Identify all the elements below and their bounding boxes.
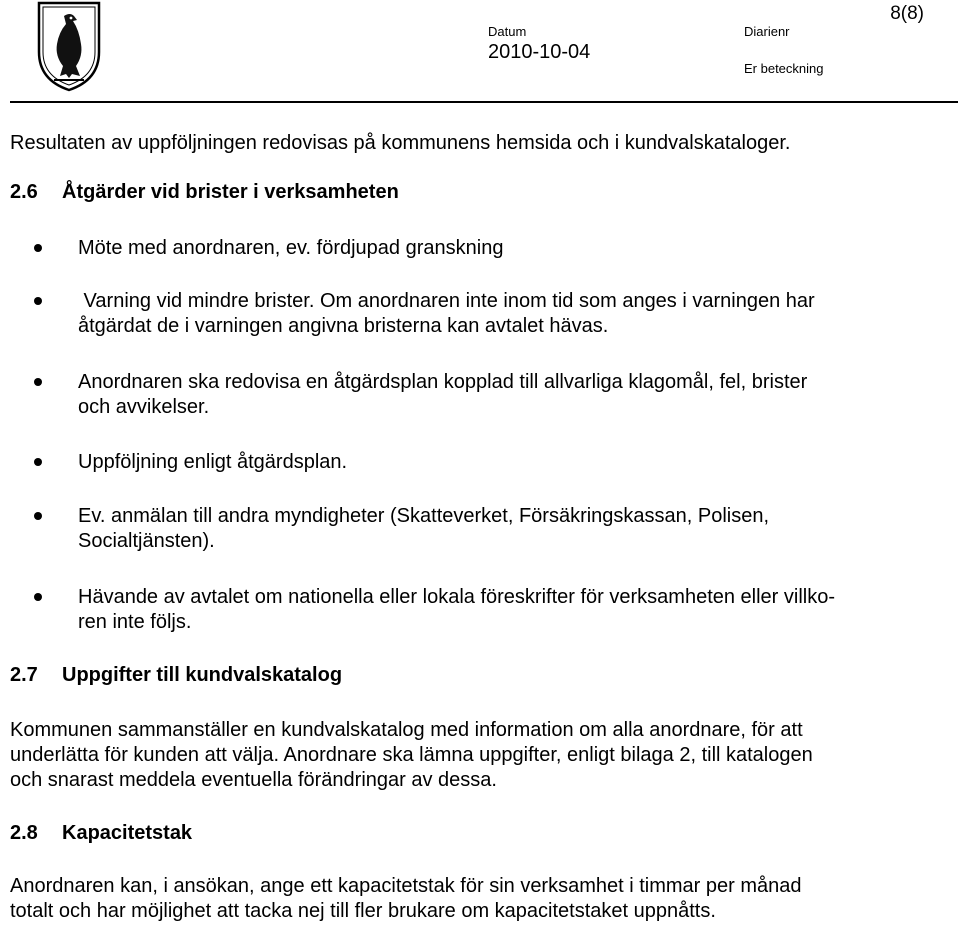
bullet-line: åtgärdat de i varningen angivna bristerna kan avtalet hävas. [78,315,609,337]
bullet-item-3 [78,370,807,420]
paragraph-line: Kommunen sammanställer en kundvalskatalog med information om alla anordnare, för att [10,719,803,741]
bullet-dot [34,378,42,386]
bullet-line: och avvikelser. [78,396,210,418]
bullet-item-5 [78,504,769,554]
diarienr-label: Diarienr [744,24,790,39]
intro-paragraph: Resultaten av uppföljningen redovisas på kommunens hemsida och i kundvalskataloger. [10,132,791,154]
section-number: 2.7 [10,664,38,686]
header-divider [10,101,958,103]
section-heading-2-6 [10,181,399,204]
section-title: Åtgärder vid brister i verksamheten [62,181,399,203]
section-heading-2-7 [10,664,342,687]
bullet-line: Möte med anordnaren, ev. fördjupad granskning [78,237,504,259]
datum-value: 2010-10-04 [488,41,591,63]
bullet-item-2 [78,289,815,339]
section-title: Uppgifter till kundvalskatalog [62,664,343,686]
bullet-dot [34,593,42,601]
bullet-line: ren inte följs. [78,611,192,633]
section-title: Kapacitetstak [62,822,193,844]
bullet-line: Hävande av avtalet om nationella eller lokala föreskrifter för verksamheten eller villko- [78,586,836,608]
bullet-line: Anordnaren ska redovisa en åtgärdsplan kopplad till allvarliga klagomål, fel, brister [78,371,808,393]
bullet-dot [34,458,42,466]
bullet-dot [34,297,42,305]
page-number: 8(8) [890,3,924,24]
section-2-7-paragraph [10,718,813,793]
bullet-dot [34,244,42,252]
section-number: 2.8 [10,822,38,844]
paragraph-line: Anordnaren kan, i ansökan, ange ett kapacitetstak för sin verksamhet i timmar per månad [10,875,802,897]
bullet-item-6 [78,585,835,635]
datum-label: Datum [488,24,527,39]
paragraph-line: totalt och har möjlighet att tacka nej till fler brukare om kapacitetstaket uppnåtts. [10,900,716,922]
er-beteckning-label: Er beteckning [744,61,824,76]
paragraph-line: och snarast meddela eventuella förändringar av dessa. [10,769,497,791]
bullet-line: Uppföljning enligt åtgärdsplan. [78,451,348,473]
bullet-item-4 [78,450,347,475]
bullet-line: Varning vid mindre brister. Om anordnaren inte inom tid som anges i varningen har [78,290,815,312]
bullet-item-1 [78,236,503,261]
section-2-8-paragraph [10,874,802,924]
bullet-line: Socialtjänsten). [78,530,215,552]
bullet-line: Ev. anmälan till andra myndigheter (Skatteverket, Försäkringskassan, Polisen, [78,505,770,527]
section-heading-2-8 [10,822,192,845]
section-number: 2.6 [10,181,38,203]
paragraph-line: underlätta för kunden att välja. Anordnare ska lämna uppgifter, enligt bilaga 2, till katalogen [10,744,813,766]
bullet-dot [34,512,42,520]
municipal-crest-logo [36,0,102,92]
